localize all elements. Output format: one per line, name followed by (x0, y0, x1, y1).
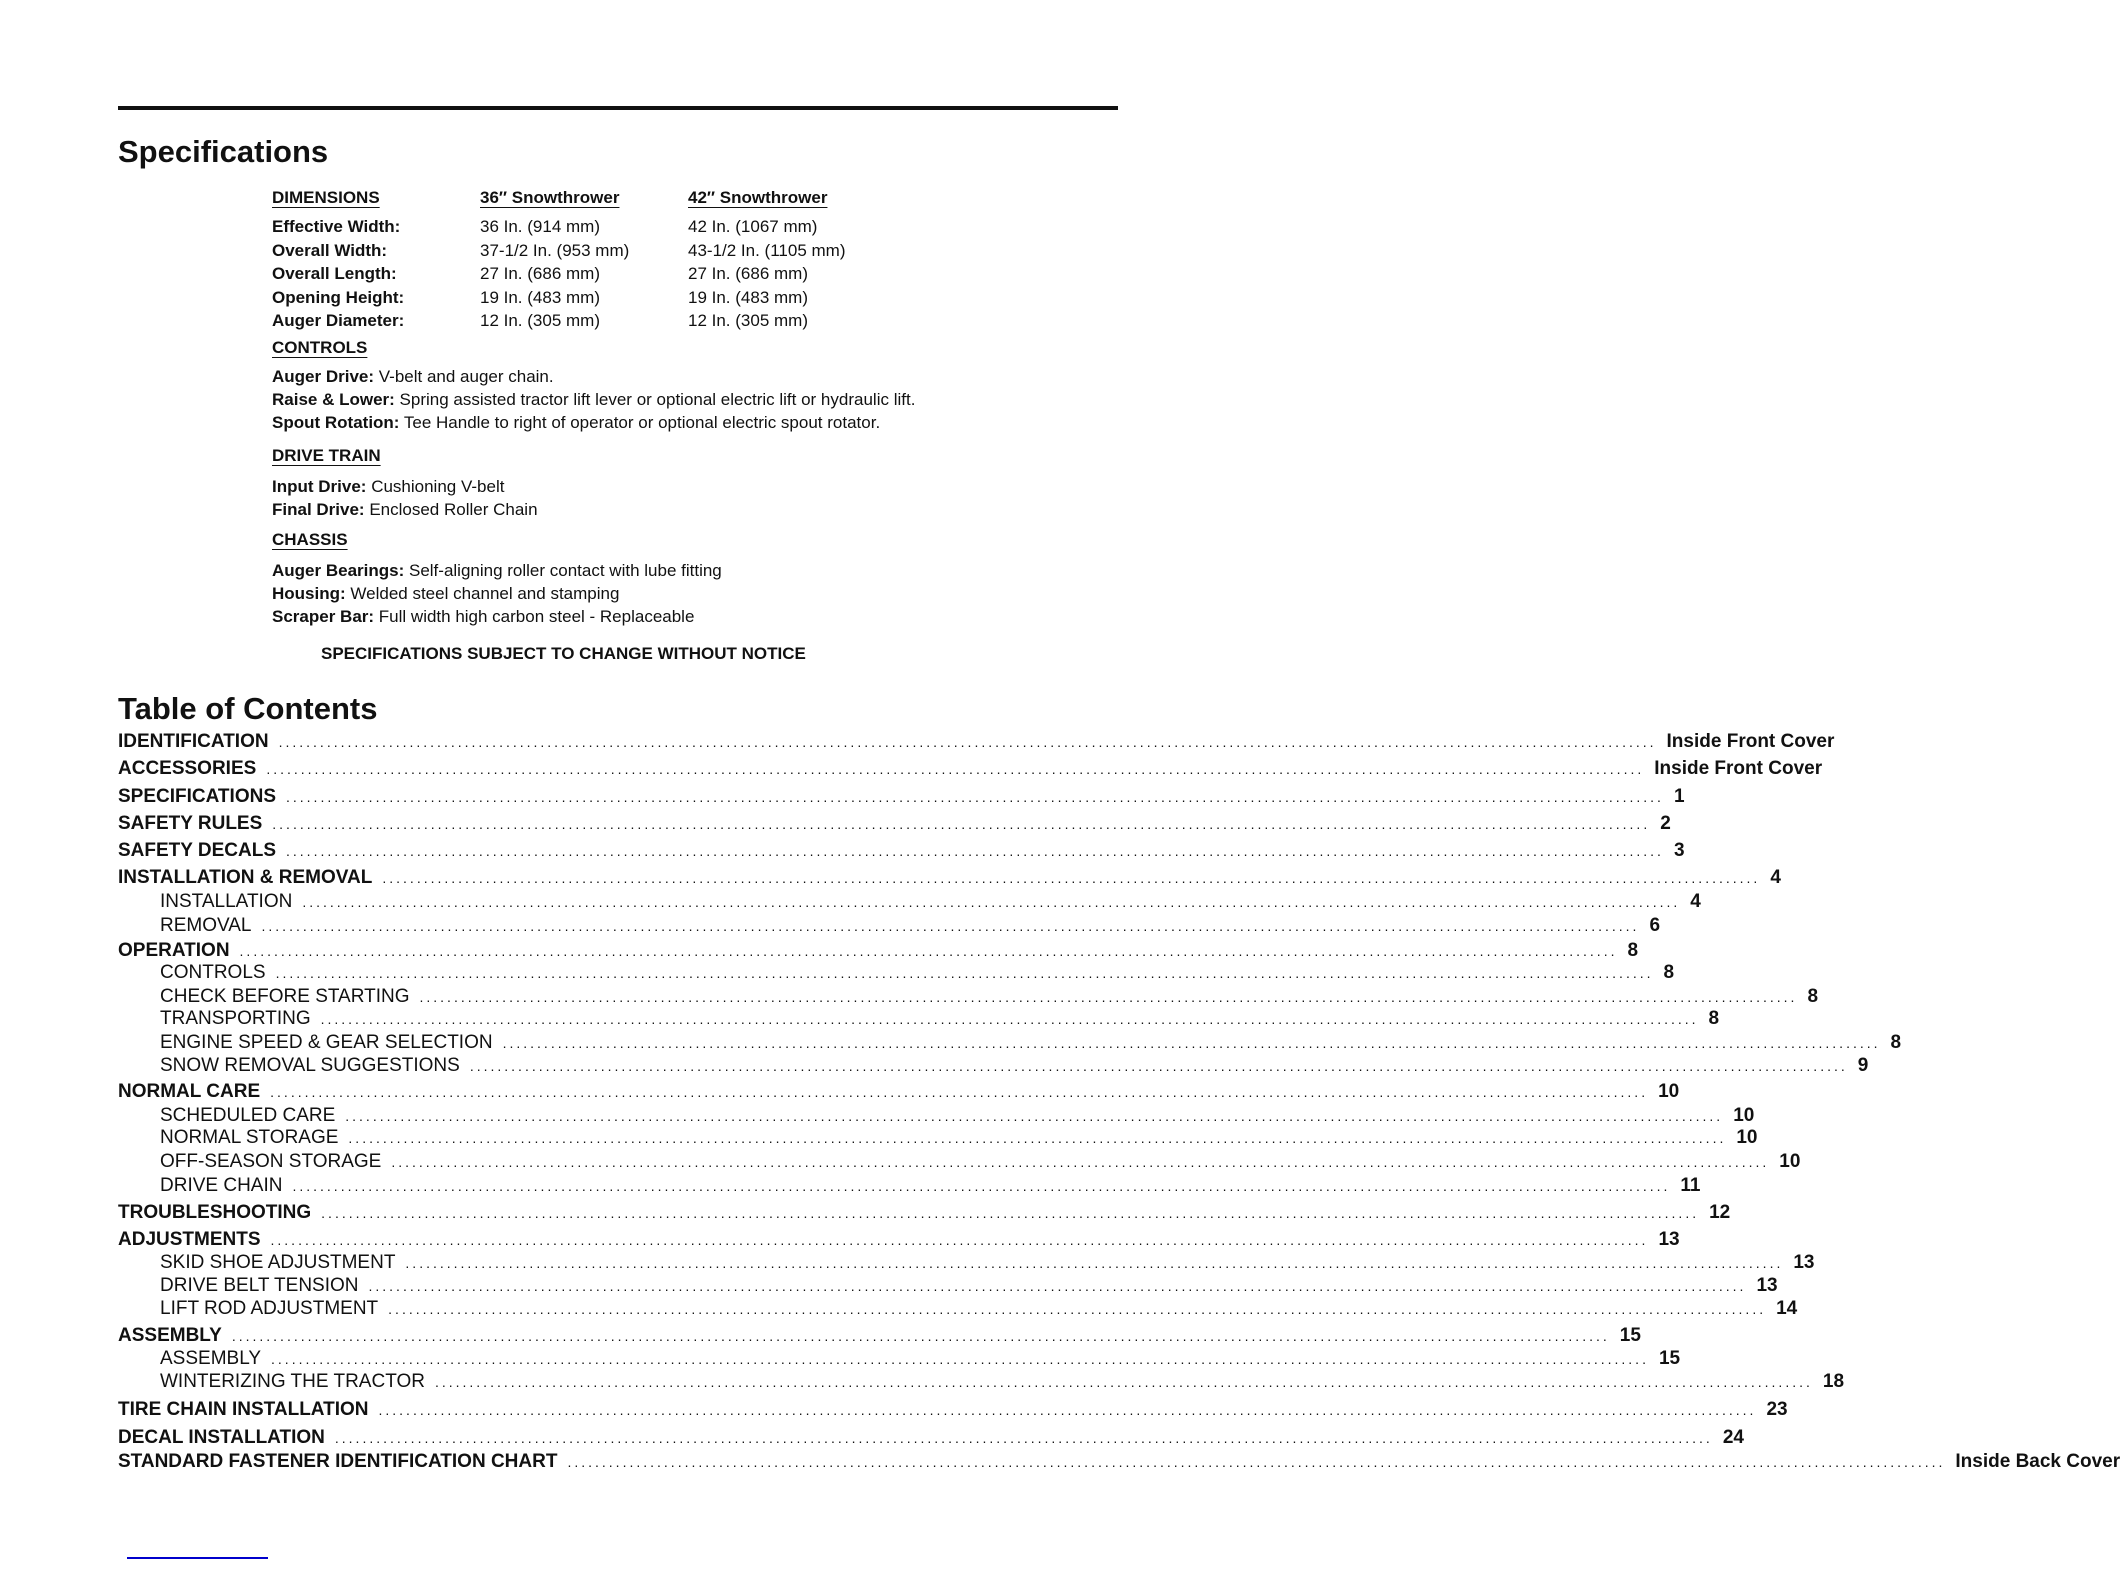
toc-entry[interactable] (118, 840, 1685, 862)
controls-heading: CONTROLS (272, 338, 368, 357)
toc-entry-label: NORMAL CARE (118, 1081, 261, 1102)
toc-entry-page: 8 (1708, 1008, 1720, 1029)
toc-entry-page: 8 (1663, 962, 1675, 983)
column-heading-42: 42″ Snowthrower (688, 188, 828, 207)
toc-entry[interactable] (118, 1252, 1815, 1274)
dot-leader: ........................................................................................................................................................................................................ (345, 1108, 1724, 1124)
toc-entry-label: DRIVE BELT TENSION (160, 1275, 359, 1296)
spec-value: Spring assisted tractor lift lever or optional electric lift or hydraulic lift. (399, 390, 916, 409)
toc-entry-page: 13 (1658, 1229, 1680, 1250)
toc-entry-page: 15 (1619, 1325, 1641, 1346)
spec-value: Tee Handle to right of operator or optional electric spout rotator. (403, 413, 881, 432)
spec-value-42: 12 In. (305 mm) (688, 311, 808, 330)
dot-leader: ........................................................................................................................................................................................................ (270, 1232, 1649, 1248)
toc-entry[interactable] (118, 786, 1685, 808)
toc-entry-page: 4 (1690, 891, 1701, 912)
toc-entry-label: NORMAL STORAGE (160, 1127, 339, 1148)
toc-entry[interactable] (118, 1229, 1680, 1251)
spec-label: Spout Rotation: (272, 413, 400, 432)
spec-value-42: 43-1/2 In. (1105 mm) (688, 240, 846, 260)
dot-leader: ........................................................................................................................................................................................................ (231, 1328, 1610, 1344)
dot-leader: ........................................................................................................................................................................................................ (275, 965, 1654, 981)
spec-value-36: 12 In. (305 mm) (480, 311, 600, 330)
toc-entry[interactable] (118, 867, 1781, 889)
spec-label: Scraper Bar: (272, 607, 375, 626)
dot-leader: ........................................................................................................................................................................................................ (302, 894, 1681, 910)
spec-value: Self-aligning roller contact with lube fitting (408, 561, 722, 580)
spec-value-36: 37-1/2 In. (953 mm) (480, 240, 630, 260)
toc-entry[interactable] (118, 1371, 1845, 1393)
drive_train-row (272, 477, 504, 497)
column-heading-36: 36″ Snowthrower (480, 188, 620, 207)
toc-entry-page: 9 (1857, 1055, 1869, 1076)
spec-label: Effective Width: (272, 217, 401, 236)
toc-entry-page: 10 (1733, 1105, 1755, 1126)
chassis-row (272, 584, 619, 604)
toc-entry-label: TRANSPORTING (160, 1008, 311, 1029)
toc-entry[interactable] (118, 915, 1661, 937)
spec-value-42: 42 In. (1067 mm) (688, 217, 818, 236)
dot-leader: ........................................................................................................................................................................................................ (567, 1454, 1946, 1470)
toc-entry[interactable] (118, 1081, 1680, 1103)
dimensions-heading: DIMENSIONS (272, 188, 380, 207)
dot-leader: ........................................................................................................................................................................................................ (239, 943, 1618, 959)
toc-entry-page: 8 (1807, 986, 1819, 1007)
toc-entry-label: CHECK BEFORE STARTING (160, 986, 410, 1007)
toc-entry-page: 10 (1736, 1127, 1758, 1148)
dot-leader: ........................................................................................................................................................................................................ (348, 1130, 1727, 1146)
toc-entry-label: DECAL INSTALLATION (118, 1427, 325, 1448)
dot-leader: ........................................................................................................................................................................................................ (320, 1011, 1699, 1027)
toc-entry[interactable] (118, 758, 1823, 780)
toc-entry-label: ENGINE SPEED & GEAR SELECTION (160, 1032, 493, 1053)
toc-entry-label: INSTALLATION (160, 891, 293, 912)
dot-leader: ........................................................................................................................................................................................................ (434, 1374, 1813, 1390)
toc-entry-label: IDENTIFICATION (118, 731, 269, 752)
toc-title: Table of Contents (118, 691, 378, 726)
toc-entry-page: 10 (1658, 1081, 1680, 1102)
toc-entry-label: STANDARD FASTENER IDENTIFICATION CHART (118, 1451, 558, 1472)
spec-value: Cushioning V-belt (371, 477, 505, 496)
toc-entry-page: 4 (1770, 867, 1781, 888)
controls-row (272, 413, 880, 433)
spec-notice: SPECIFICATIONS SUBJECT TO CHANGE WITHOUT NOTICE (321, 644, 806, 663)
toc-entry-label: WINTERIZING THE TRACTOR (160, 1371, 425, 1392)
toc-entry-page: 13 (1793, 1252, 1815, 1273)
toc-entry-page: 14 (1776, 1298, 1798, 1319)
chassis-heading: CHASSIS (272, 530, 348, 549)
toc-entry-page: Inside Front Cover (1654, 758, 1823, 779)
spec-label: Input Drive: (272, 477, 367, 496)
toc-entry[interactable] (118, 962, 1675, 984)
toc-entry-label: SKID SHOE ADJUSTMENT (160, 1252, 396, 1273)
spec-label: Opening Height: (272, 287, 405, 307)
dot-leader: ........................................................................................................................................................................................................ (286, 843, 1664, 859)
drive_train-row (272, 500, 538, 520)
spec-value: Full width high carbon steel - Replaceable (378, 607, 695, 626)
toc-entry[interactable] (118, 813, 1671, 835)
toc-entry-page: 11 (1680, 1175, 1701, 1196)
toc-entry-label: SNOW REMOVAL SUGGESTIONS (160, 1055, 460, 1076)
dot-leader: ........................................................................................................................................................................................................ (292, 1178, 1671, 1194)
chassis-row (272, 607, 694, 627)
toc-entry[interactable] (118, 1127, 1758, 1149)
toc-entry-page: Inside Front Cover (1666, 731, 1835, 752)
spec-label: Auger Bearings: (272, 561, 405, 580)
toc-entry-label: ASSEMBLY (118, 1325, 222, 1346)
toc-entry-page: 18 (1822, 1371, 1845, 1392)
dot-leader: ........................................................................................................................................................................................................ (266, 761, 1645, 777)
toc-entry-page: 10 (1779, 1151, 1801, 1172)
toc-entry-label: LIFT ROD ADJUSTMENT (160, 1298, 379, 1319)
dot-leader: ........................................................................................................................................................................................................ (261, 918, 1640, 934)
toc-entry-page: 13 (1756, 1275, 1778, 1296)
dot-leader: ........................................................................................................................................................................................................ (286, 789, 1664, 805)
toc-entry-page: Inside Back Cover (1955, 1451, 2120, 1472)
toc-entry-page: 12 (1709, 1202, 1731, 1223)
spec-value-36: 19 In. (483 mm) (480, 287, 600, 307)
spec-label: Auger Diameter: (272, 311, 405, 330)
toc-entry-label: INSTALLATION & REMOVAL (118, 867, 373, 888)
toc-entry-label: CONTROLS (160, 962, 266, 983)
toc-entry-page: 15 (1658, 1348, 1681, 1369)
dot-leader: ........................................................................................................................................................................................................ (334, 1430, 1713, 1446)
toc-entry[interactable] (118, 1427, 1744, 1449)
dot-leader: ........................................................................................................................................................................................................ (271, 1351, 1649, 1367)
dot-leader: ........................................................................................................................................................................................................ (278, 734, 1657, 750)
toc-entry[interactable] (118, 1175, 1701, 1197)
toc-entry-page: 8 (1627, 940, 1639, 961)
dot-leader: ........................................................................................................................................................................................................ (405, 1255, 1784, 1271)
toc-entry[interactable] (118, 1275, 1778, 1297)
toc-entry-label: ACCESSORIES (118, 758, 257, 779)
chassis-row (272, 561, 722, 581)
toc-entry-page: 2 (1660, 813, 1671, 834)
toc-entry[interactable] (118, 1325, 1641, 1347)
spec-label: Overall Width: (272, 240, 388, 260)
dot-leader: ........................................................................................................................................................................................................ (469, 1058, 1848, 1074)
spec-label: Final Drive: (272, 500, 365, 519)
toc-entry-page: 24 (1722, 1427, 1744, 1448)
toc-entry-label: SAFETY RULES (118, 813, 263, 834)
spec-label: Auger Drive: (272, 367, 375, 386)
toc-entry[interactable] (118, 891, 1701, 913)
toc-entry-page: 1 (1673, 786, 1685, 807)
spec-value-36: 27 In. (686 mm) (480, 264, 600, 283)
spec-label: Overall Length: (272, 264, 397, 283)
dot-leader: ........................................................................................................................................................................................................ (391, 1154, 1770, 1170)
spec-value-42: 19 In. (483 mm) (688, 287, 808, 307)
spec-value: Enclosed Roller Chain (369, 500, 538, 519)
page-edge-mark (127, 1557, 268, 1559)
toc-entry[interactable] (118, 1451, 2120, 1473)
toc-entry-label: ADJUSTMENTS (118, 1229, 261, 1250)
drive_train-heading: DRIVE TRAIN (272, 446, 381, 465)
dot-leader: ........................................................................................................................................................................................................ (321, 1205, 1700, 1221)
controls-row (272, 367, 554, 387)
toc-entry-page: 6 (1649, 915, 1661, 936)
dot-leader: ........................................................................................................................................................................................................ (368, 1278, 1747, 1294)
toc-entry-page: 3 (1673, 840, 1685, 861)
spec-label: Raise & Lower: (272, 390, 395, 409)
toc-entry[interactable] (118, 1399, 1788, 1421)
toc-entry-page: 23 (1766, 1399, 1788, 1420)
dot-leader: ........................................................................................................................................................................................................ (378, 1402, 1757, 1418)
spec-value: Welded steel channel and stamping (350, 584, 620, 603)
toc-entry[interactable] (118, 1202, 1731, 1224)
dot-leader: ........................................................................................................................................................................................................ (270, 1084, 1649, 1100)
toc-entry-label: TROUBLESHOOTING (118, 1202, 312, 1223)
toc-entry[interactable] (118, 731, 1835, 753)
spec-value: V-belt and auger chain. (378, 367, 554, 386)
top-rule (118, 106, 1118, 110)
toc-entry-label: SPECIFICATIONS (118, 786, 276, 807)
toc-entry[interactable] (118, 1055, 1869, 1077)
toc-entry[interactable] (118, 1348, 1681, 1370)
toc-entry-label: DRIVE CHAIN (160, 1175, 283, 1196)
dot-leader: ........................................................................................................................................................................................................ (272, 816, 1651, 832)
specifications-title: Specifications (118, 134, 329, 169)
toc-entry[interactable] (118, 940, 1639, 962)
toc-entry-label: SCHEDULED CARE (160, 1105, 336, 1126)
toc-entry-page: 8 (1890, 1032, 1902, 1053)
toc-entry[interactable] (118, 1008, 1720, 1030)
toc-entry[interactable] (118, 1105, 1755, 1127)
toc-entry-label: REMOVAL (160, 915, 252, 936)
spec-value-42: 27 In. (686 mm) (688, 264, 808, 283)
toc-entry[interactable] (118, 1032, 1902, 1054)
toc-entry-label: TIRE CHAIN INSTALLATION (118, 1399, 369, 1420)
spec-label: Housing: (272, 584, 346, 603)
toc-entry[interactable] (118, 986, 1819, 1008)
dot-leader: ........................................................................................................................................................................................................ (419, 989, 1798, 1005)
dot-leader: ........................................................................................................................................................................................................ (382, 870, 1761, 886)
toc-entry[interactable] (118, 1151, 1801, 1173)
controls-row (272, 390, 915, 410)
toc-entry-label: OPERATION (118, 940, 230, 961)
toc-entry-label: ASSEMBLY (160, 1348, 262, 1369)
toc-entry[interactable] (118, 1298, 1798, 1320)
toc-entry-label: OFF-SEASON STORAGE (160, 1151, 382, 1172)
dot-leader: ........................................................................................................................................................................................................ (502, 1035, 1881, 1051)
dot-leader: ........................................................................................................................................................................................................ (388, 1301, 1767, 1317)
toc-entry-label: SAFETY DECALS (118, 840, 277, 861)
spec-value-36: 36 In. (914 mm) (480, 217, 600, 236)
